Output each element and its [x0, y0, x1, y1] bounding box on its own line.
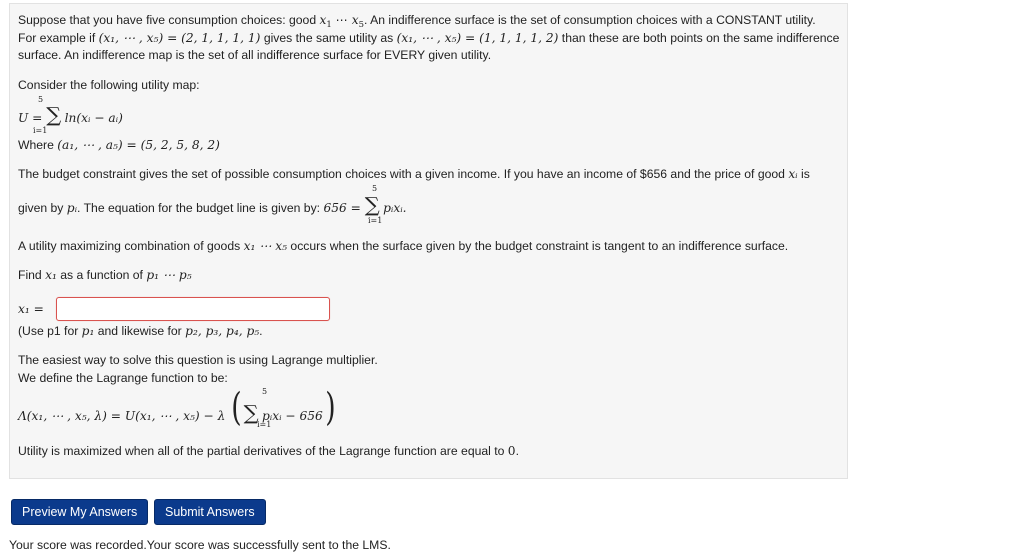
text: Suppose that you have five consumption choices: good [18, 13, 320, 27]
status-message: Your score was recorded.Your score was successfully sent to the LMS. [9, 538, 391, 552]
math-expr: (x₁, ⋯ , x₅) = (1, 1, 1, 1, 2) [396, 31, 559, 45]
sigma-symbol: ∑ [364, 193, 380, 217]
utility-heading: Consider the following utility map: [18, 78, 200, 92]
math-body: pᵢxᵢ − 656 [261, 409, 323, 423]
answer-label: x₁ = [18, 302, 44, 316]
text: as a function of [56, 268, 147, 282]
lagrange-final [18, 444, 519, 459]
sum-upper-limit: 5 [372, 184, 378, 193]
text: A utility maximizing combination of goods [18, 239, 244, 253]
text: For example if [18, 31, 99, 45]
sum-lower-limit: i=1 [33, 126, 48, 135]
text: . The equation for the budget line is given by: [77, 201, 324, 215]
math-sub: 1 [326, 20, 332, 30]
math-value: 0 [507, 444, 516, 458]
intro-line-1 [18, 13, 816, 30]
math-expr: p₂, p₃, p₄, p₅ [185, 324, 260, 338]
sum-upper-limit: 5 [38, 95, 44, 104]
math-sub: 5 [358, 20, 365, 30]
lagrange-line-1: The easiest way to solve this question is using Lagrange multiplier. [18, 353, 378, 367]
sigma-symbol: ∑ [243, 401, 259, 425]
paren-open: ( [230, 385, 242, 429]
tangent-line [18, 239, 788, 254]
budget-line-2 [18, 194, 407, 219]
preview-answers-button[interactable]: Preview My Answers [11, 499, 148, 525]
text: The budget constraint gives the set of possible consumption choices with a given income. If you have an income of $656 and the price of good [18, 167, 789, 181]
sum-lower-limit: i=1 [257, 420, 272, 429]
where-line [18, 138, 220, 153]
submit-answers-button[interactable]: Submit Answers [154, 499, 266, 525]
budget-line-1 [18, 167, 810, 182]
math-body: pᵢxᵢ. [383, 201, 407, 215]
math-var: x [351, 13, 359, 27]
text: is [797, 167, 810, 181]
math-var: x₁ [45, 268, 57, 282]
text: Utility is maximized when all of the partial derivatives of the Lagrange function are equal to [18, 444, 508, 458]
answer-input[interactable] [56, 297, 330, 321]
text: than these are both points on the same indifference [558, 31, 840, 45]
text: . An indifference surface is the set of consumption choices with a CONSTANT utility. [364, 13, 816, 27]
math-lhs: U = [18, 111, 47, 125]
text: . [259, 324, 263, 338]
math-var: x [319, 13, 327, 27]
math-expr: (x₁, ⋯ , x₅) = (2, 1, 1, 1, 1) [98, 31, 261, 45]
paren-close: ) [325, 385, 336, 429]
text: . [515, 444, 519, 458]
math-dots: ⋯ [331, 13, 352, 27]
lagrange-equation [18, 385, 338, 431]
find-line [18, 268, 192, 283]
text: and likewise for [94, 324, 186, 338]
sum-upper-limit: 5 [262, 387, 268, 396]
math-body: ln(xᵢ − aᵢ) [64, 111, 123, 125]
math-var: xᵢ [788, 167, 798, 181]
text: occurs when the surface given by the budget constraint is tangent to an indifference surface. [287, 239, 789, 253]
text: given by [18, 201, 67, 215]
text: Where [18, 138, 58, 152]
math-var: pᵢ [66, 201, 78, 215]
math-expr: x₁ ⋯ x₅ [243, 239, 288, 253]
lagrange-line-2: We define the Lagrange function to be: [18, 371, 228, 385]
intro-line-3: surface. An indifference map is the set of all indifference surface for EVERY given utility. [18, 48, 492, 62]
answer-hint [18, 324, 263, 339]
math-expr: p₁ ⋯ p₅ [146, 268, 192, 282]
sigma-symbol: ∑ [46, 103, 62, 127]
math-lhs: Λ(x₁, ⋯ , x₅, λ) = U(x₁, ⋯ , x₅) − λ [18, 409, 226, 423]
text: Find [18, 268, 46, 282]
intro-line-2 [18, 31, 839, 46]
math-expr: (a₁, ⋯ , a₅) = (5, 2, 5, 8, 2) [57, 138, 220, 152]
sum-lower-limit: i=1 [368, 216, 383, 225]
math-lhs: 656 = [323, 201, 365, 215]
math-var: p₁ [81, 324, 95, 338]
text: (Use p1 for [18, 324, 82, 338]
text: gives the same utility as [260, 31, 397, 45]
